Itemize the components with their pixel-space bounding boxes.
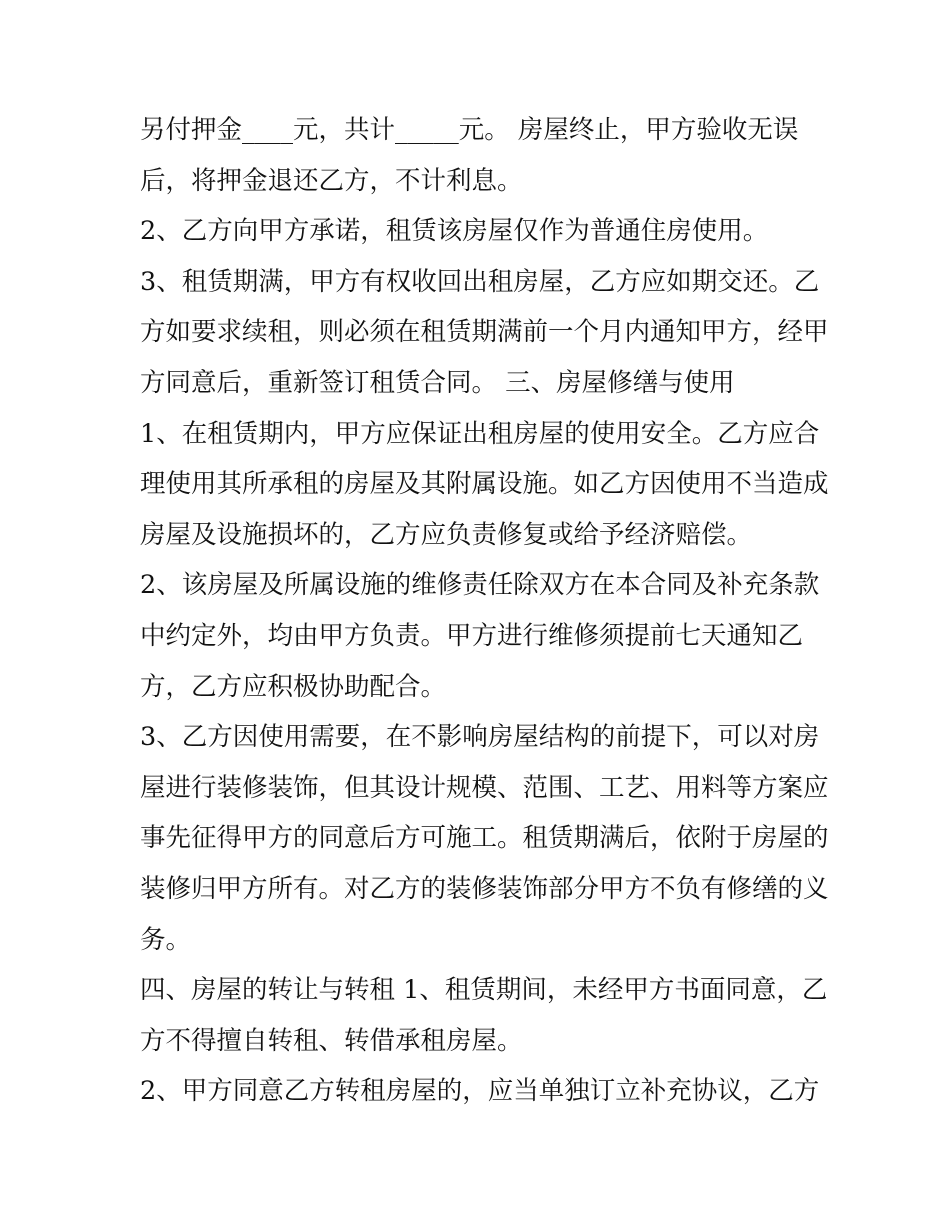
text-line: 装修归甲方所有。对乙方的装修装饰部分甲方不负有修缮的义 bbox=[140, 873, 829, 904]
text-line: 3、租赁期满，甲方有权收回出租房屋，乙方应如期交还。乙 bbox=[140, 266, 820, 297]
text-line: 方，乙方应积极协助配合。 bbox=[140, 671, 447, 702]
document-body bbox=[140, 105, 840, 1117]
text-line: 2、乙方向甲方承诺，租赁该房屋仅作为普通住房使用。 bbox=[140, 216, 769, 247]
text-line: 方如要求续租，则必须在租赁期满前一个月内通知甲方，经甲 bbox=[140, 317, 829, 348]
text-line: 方同意后，重新签订租赁合同。 三、房屋修缮与使用 bbox=[140, 367, 735, 398]
text-line: 屋进行装修装饰，但其设计规模、范围、工艺、用料等方案应 bbox=[140, 772, 829, 803]
text-line: 房屋及设施损坏的，乙方应负责修复或给予经济赔偿。 bbox=[140, 519, 753, 550]
text-line: 务。 bbox=[140, 924, 192, 955]
text-line: 后，将押金退还乙方，不计利息。 bbox=[140, 165, 523, 196]
text-line: 方不得擅自转租、转借承租房屋。 bbox=[140, 1025, 523, 1056]
text-line: 事先征得甲方的同意后方可施工。租赁期满后，依附于房屋的 bbox=[140, 823, 829, 854]
text-line: 2、该房屋及所属设施的维修责任除双方在本合同及补充条款 bbox=[140, 570, 820, 601]
text-line: 3、乙方因使用需要，在不影响房屋结构的前提下，可以对房 bbox=[140, 722, 820, 753]
text-line: 中约定外，均由甲方负责。甲方进行维修须提前七天通知乙 bbox=[140, 620, 804, 651]
text-line: 四、房屋的转让与转租 1、租赁期间，未经甲方书面同意，乙 bbox=[140, 975, 828, 1006]
text-line: 1、在租赁期内，甲方应保证出租房屋的使用安全。乙方应合 bbox=[140, 418, 820, 449]
text-line: 理使用其所承租的房屋及其附属设施。如乙方因使用不当造成 bbox=[140, 469, 829, 500]
text-line: 另付押金____元，共计_____元。 房屋终止，甲方验收无误 bbox=[140, 115, 799, 145]
text-line: 2、甲方同意乙方转租房屋的，应当单独订立补充协议，乙方 bbox=[140, 1076, 820, 1107]
